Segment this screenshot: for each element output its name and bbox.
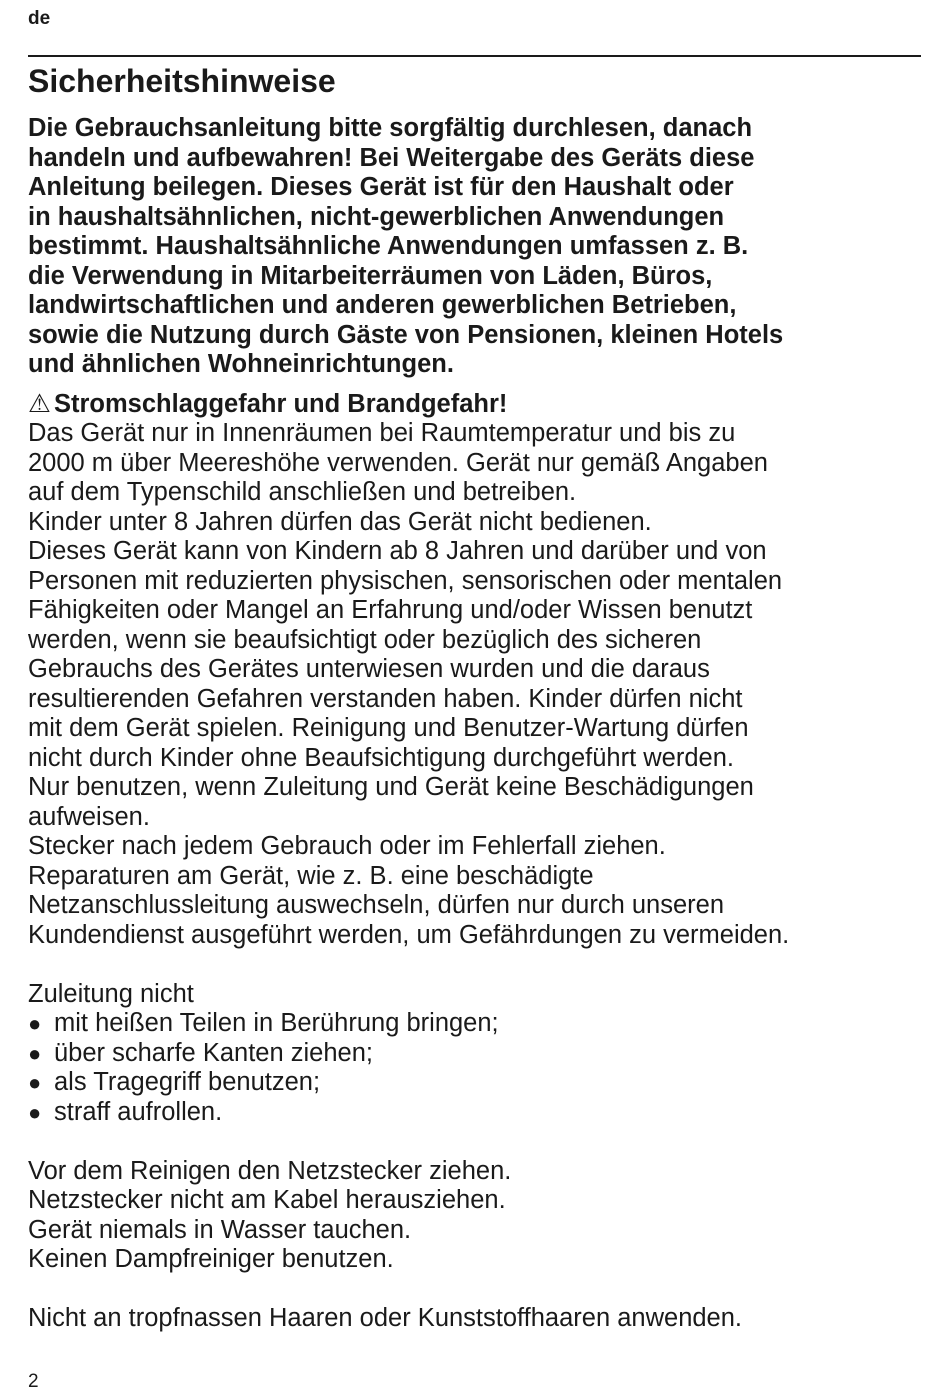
body-line: Kundendienst ausgeführt werden, um Gefährdungen zu vermeiden. [28,920,790,949]
body-line: Personen mit reduzierten physischen, sensorischen oder mentalen [28,566,783,595]
body-line: aufweisen. [28,802,150,831]
intro-line: sowie die Nutzung durch Gäste von Pensionen, kleinen Hotels [28,320,784,349]
list-item-text: als Tragegriff benutzen; [54,1068,321,1096]
cleaning-line: Netzstecker nicht am Kabel herausziehen. [28,1186,506,1214]
spacer [28,1275,918,1305]
warning-triangle-icon: ⚠ [28,389,51,418]
list-item [28,1098,918,1128]
warning-heading [28,390,918,420]
cleaning-line: Gerät niemals in Wasser tauchen. [28,1215,412,1244]
list-item [28,1009,918,1039]
language-code: de [28,8,51,29]
body-line: Das Gerät nur in Innenräumen bei Raumtemperatur und bis zu [28,419,736,447]
body-line: Dieses Gerät kann von Kindern ab 8 Jahren und darüber und von [28,537,767,565]
list-item [28,1039,918,1069]
bullet-icon: ● [28,1011,42,1036]
body-line: Kinder unter 8 Jahren dürfen das Gerät nicht bedienen. [28,507,652,536]
body-line: mit dem Gerät spielen. Reinigung und Benutzer-Wartung dürfen [28,714,749,742]
bullet-icon: ● [28,1040,42,1066]
bullet-icon: ● [28,1070,42,1095]
spacer [28,950,918,980]
cleaning-instructions [28,1157,918,1275]
cord-heading: Zuleitung nicht [28,979,194,1008]
list-item [28,1068,918,1098]
body-line: nicht durch Kinder ohne Beaufsichtigung durchgeführt werden. [28,743,734,772]
intro-line: Anleitung beilegen. Dieses Gerät ist für den Haushalt oder [28,173,734,201]
cord-warnings [28,980,918,1128]
cleaning-line: Vor dem Reinigen den Netzstecker ziehen. [28,1156,512,1185]
list-item-text: mit heißen Teilen in Berührung bringen; [54,1009,499,1037]
section-title: Sicherheitshinweise [28,63,336,99]
intro-line: die Verwendung in Mitarbeiterräumen von Läden, Büros, [28,261,713,290]
intro-line: Die Gebrauchsanleitung bitte sorgfältig durchlesen, danach [28,114,753,142]
page-number: 2 [28,1371,39,1392]
body-line: Stecker nach jedem Gebrauch oder im Fehlerfall ziehen. [28,832,666,860]
spacer [28,1127,918,1157]
final-warning: Nicht an tropfnassen Haaren oder Kunststoffhaaren anwenden. [28,1304,742,1332]
body-line: Nur benutzen, wenn Zuleitung und Gerät keine Beschädigungen [28,773,754,801]
intro-line: in haushaltsähnlichen, nicht-gewerblichen Anwendungen [28,202,725,231]
body-line: 2000 m über Meereshöhe verwenden. Gerät nur gemäß Angaben [28,448,768,477]
intro-line: landwirtschaftlichen und anderen gewerblichen Betrieben, [28,291,737,319]
safety-body [28,419,918,950]
body-line: Gebrauchs des Gerätes unterwiesen wurden und die daraus [28,655,710,683]
bullet-icon: ● [28,1099,42,1125]
header-divider [28,55,921,57]
body-line: Netzanschlussleitung auswechseln, dürfen nur durch unseren [28,891,724,919]
intro-line: handeln und aufbewahren! Bei Weitergabe des Geräts diese [28,143,755,172]
body-line: Reparaturen am Gerät, wie z. B. eine beschädigte [28,861,594,890]
body-line: resultierenden Gefahren verstanden haben. Kinder dürfen nicht [28,684,743,713]
intro-line: und ähnlichen Wohneinrichtungen. [28,350,454,378]
safety-section [28,62,918,1334]
cleaning-line: Keinen Dampfreiniger benutzen. [28,1245,394,1273]
intro-line: bestimmt. Haushaltsähnliche Anwendungen umfassen z. B. [28,232,749,260]
list-item-text: über scharfe Kanten ziehen; [54,1038,373,1067]
body-line: Fähigkeiten oder Mangel an Erfahrung und/oder Wissen benutzt [28,596,753,624]
warning-heading-text: Stromschlaggefahr und Brandgefahr! [54,389,508,418]
body-line: auf dem Typenschild anschließen und betreiben. [28,478,577,506]
intro-paragraph [28,114,918,380]
body-line: werden, wenn sie beaufsichtigt oder bezüglich des sicheren [28,625,702,654]
list-item-text: straff aufrollen. [54,1097,223,1126]
